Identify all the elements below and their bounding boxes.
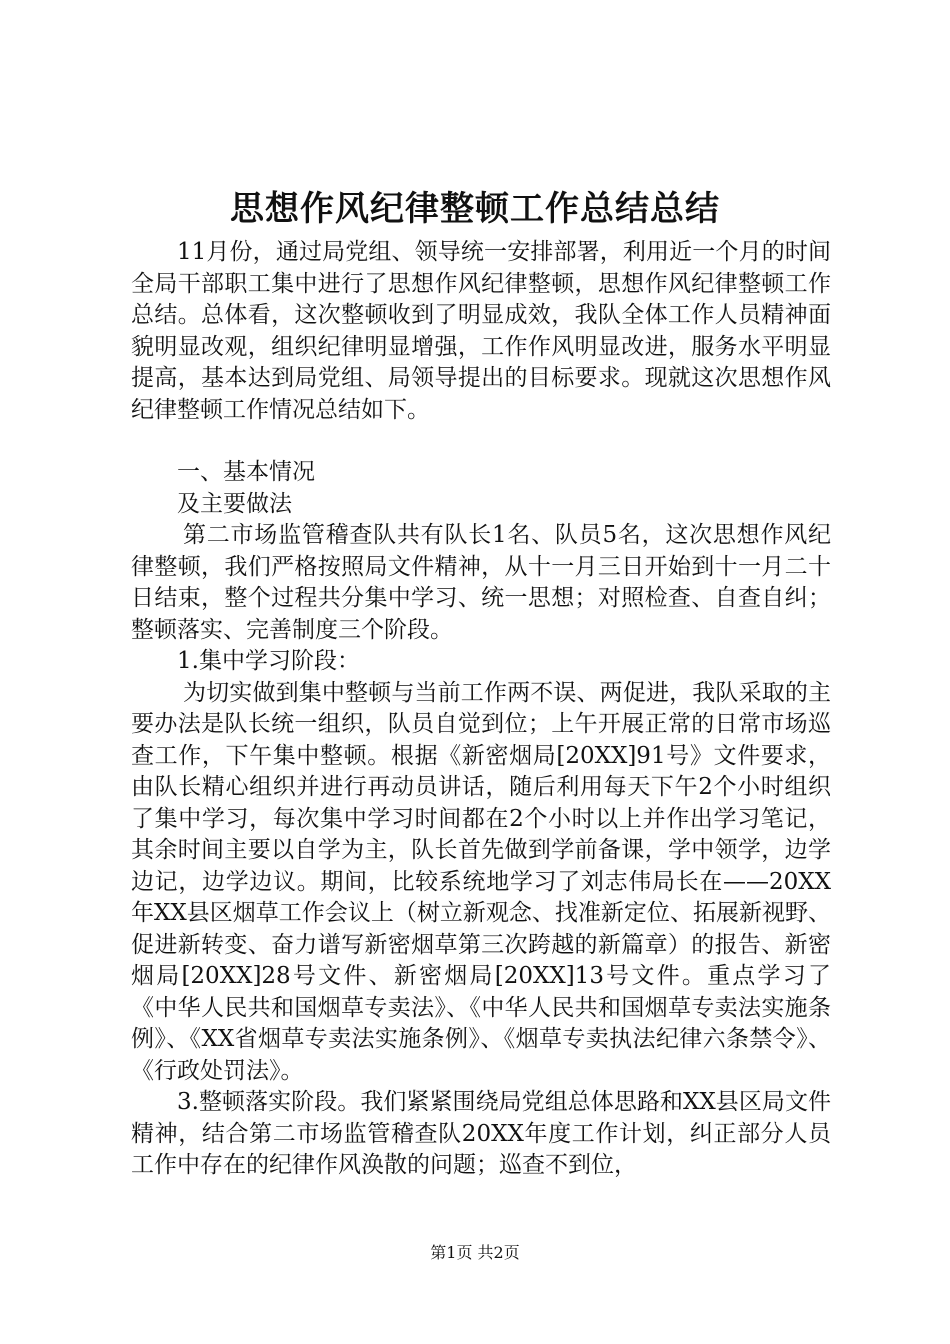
- stage1-heading: 1.集中学习阶段：: [177, 648, 360, 674]
- document-body: [131, 237, 831, 1182]
- stage3-paragraph: 3.整顿落实阶段。我们紧紧围绕局党组总体思路和XX县区局文件精神，结合第二市场监管稽查队20XX年度工作计划，纠正部分人员工作中存在的纪律作风涣散的问题；巡查不到位，: [131, 1089, 831, 1178]
- section1-heading-continued: 及主要做法: [177, 490, 292, 517]
- section1-heading: 一、基本情况: [177, 459, 315, 485]
- paragraph-gap: [131, 426, 831, 457]
- section1-paragraph: 第二市场监管稽查队共有队长1名、队员5名，这次思想作风纪律整顿，我们严格按照局文件精神，从十一月三日开始到十一月二十日结束，整个过程共分集中学习、统一思想；对照检查、自查自纠；整顿落实、完善制度三个阶段。: [131, 522, 831, 643]
- document-title: 思想作风纪律整顿工作总结总结: [230, 189, 720, 229]
- intro-paragraph: 11月份，通过局党组、领导统一安排部署，利用近一个月的时间全局干部职工集中进行了思想作风纪律整顿，思想作风纪律整顿工作总结。总体看，这次整顿收到了明显成效，我队全体工作人员精神面貌明显改观，组织纪律明显增强，工作作风明显改进，服务水平明显提高，基本达到局党组、局领导提出的目标要求。现就这次思想作风纪律整顿工作情况总结如下。: [131, 239, 831, 423]
- stage1-paragraph: 为切实做到集中整顿与当前工作两不误、两促进，我队采取的主要办法是队长统一组织，队员自觉到位；上午开展正常的日常市场巡查工作，下午集中整顿。根据《新密烟局[20XX]91号》文件要求，由队长精心组织并进行再动员讲话，随后利用每天下午2个小时组织了集中学习，每次集中学习时间都在2个小时以上并作出学习笔记，其余时间主要以自学为主，队长首先做到学前备课，学中领学，边学边记，边学边议。期间，比较系统地学习了刘志伟局长在——20XX年XX县区烟草工作会议上（树立新观念、找准新定位、拓展新视野、促进新转变、奋力谱写新密烟草第三次跨越的新篇章）的报告、新密烟局[20XX]28号文件、新密烟局[20XX]13号文件。重点学习了《中华人民共和国烟草专卖法》、《中华人民共和国烟草专卖法实施条例》、《XX省烟草专卖法实施条例》、《烟草专卖执法纪律六条禁令》、《行政处罚法》。: [131, 679, 831, 1084]
- page-footer: 第1页 共2页: [430, 1243, 520, 1262]
